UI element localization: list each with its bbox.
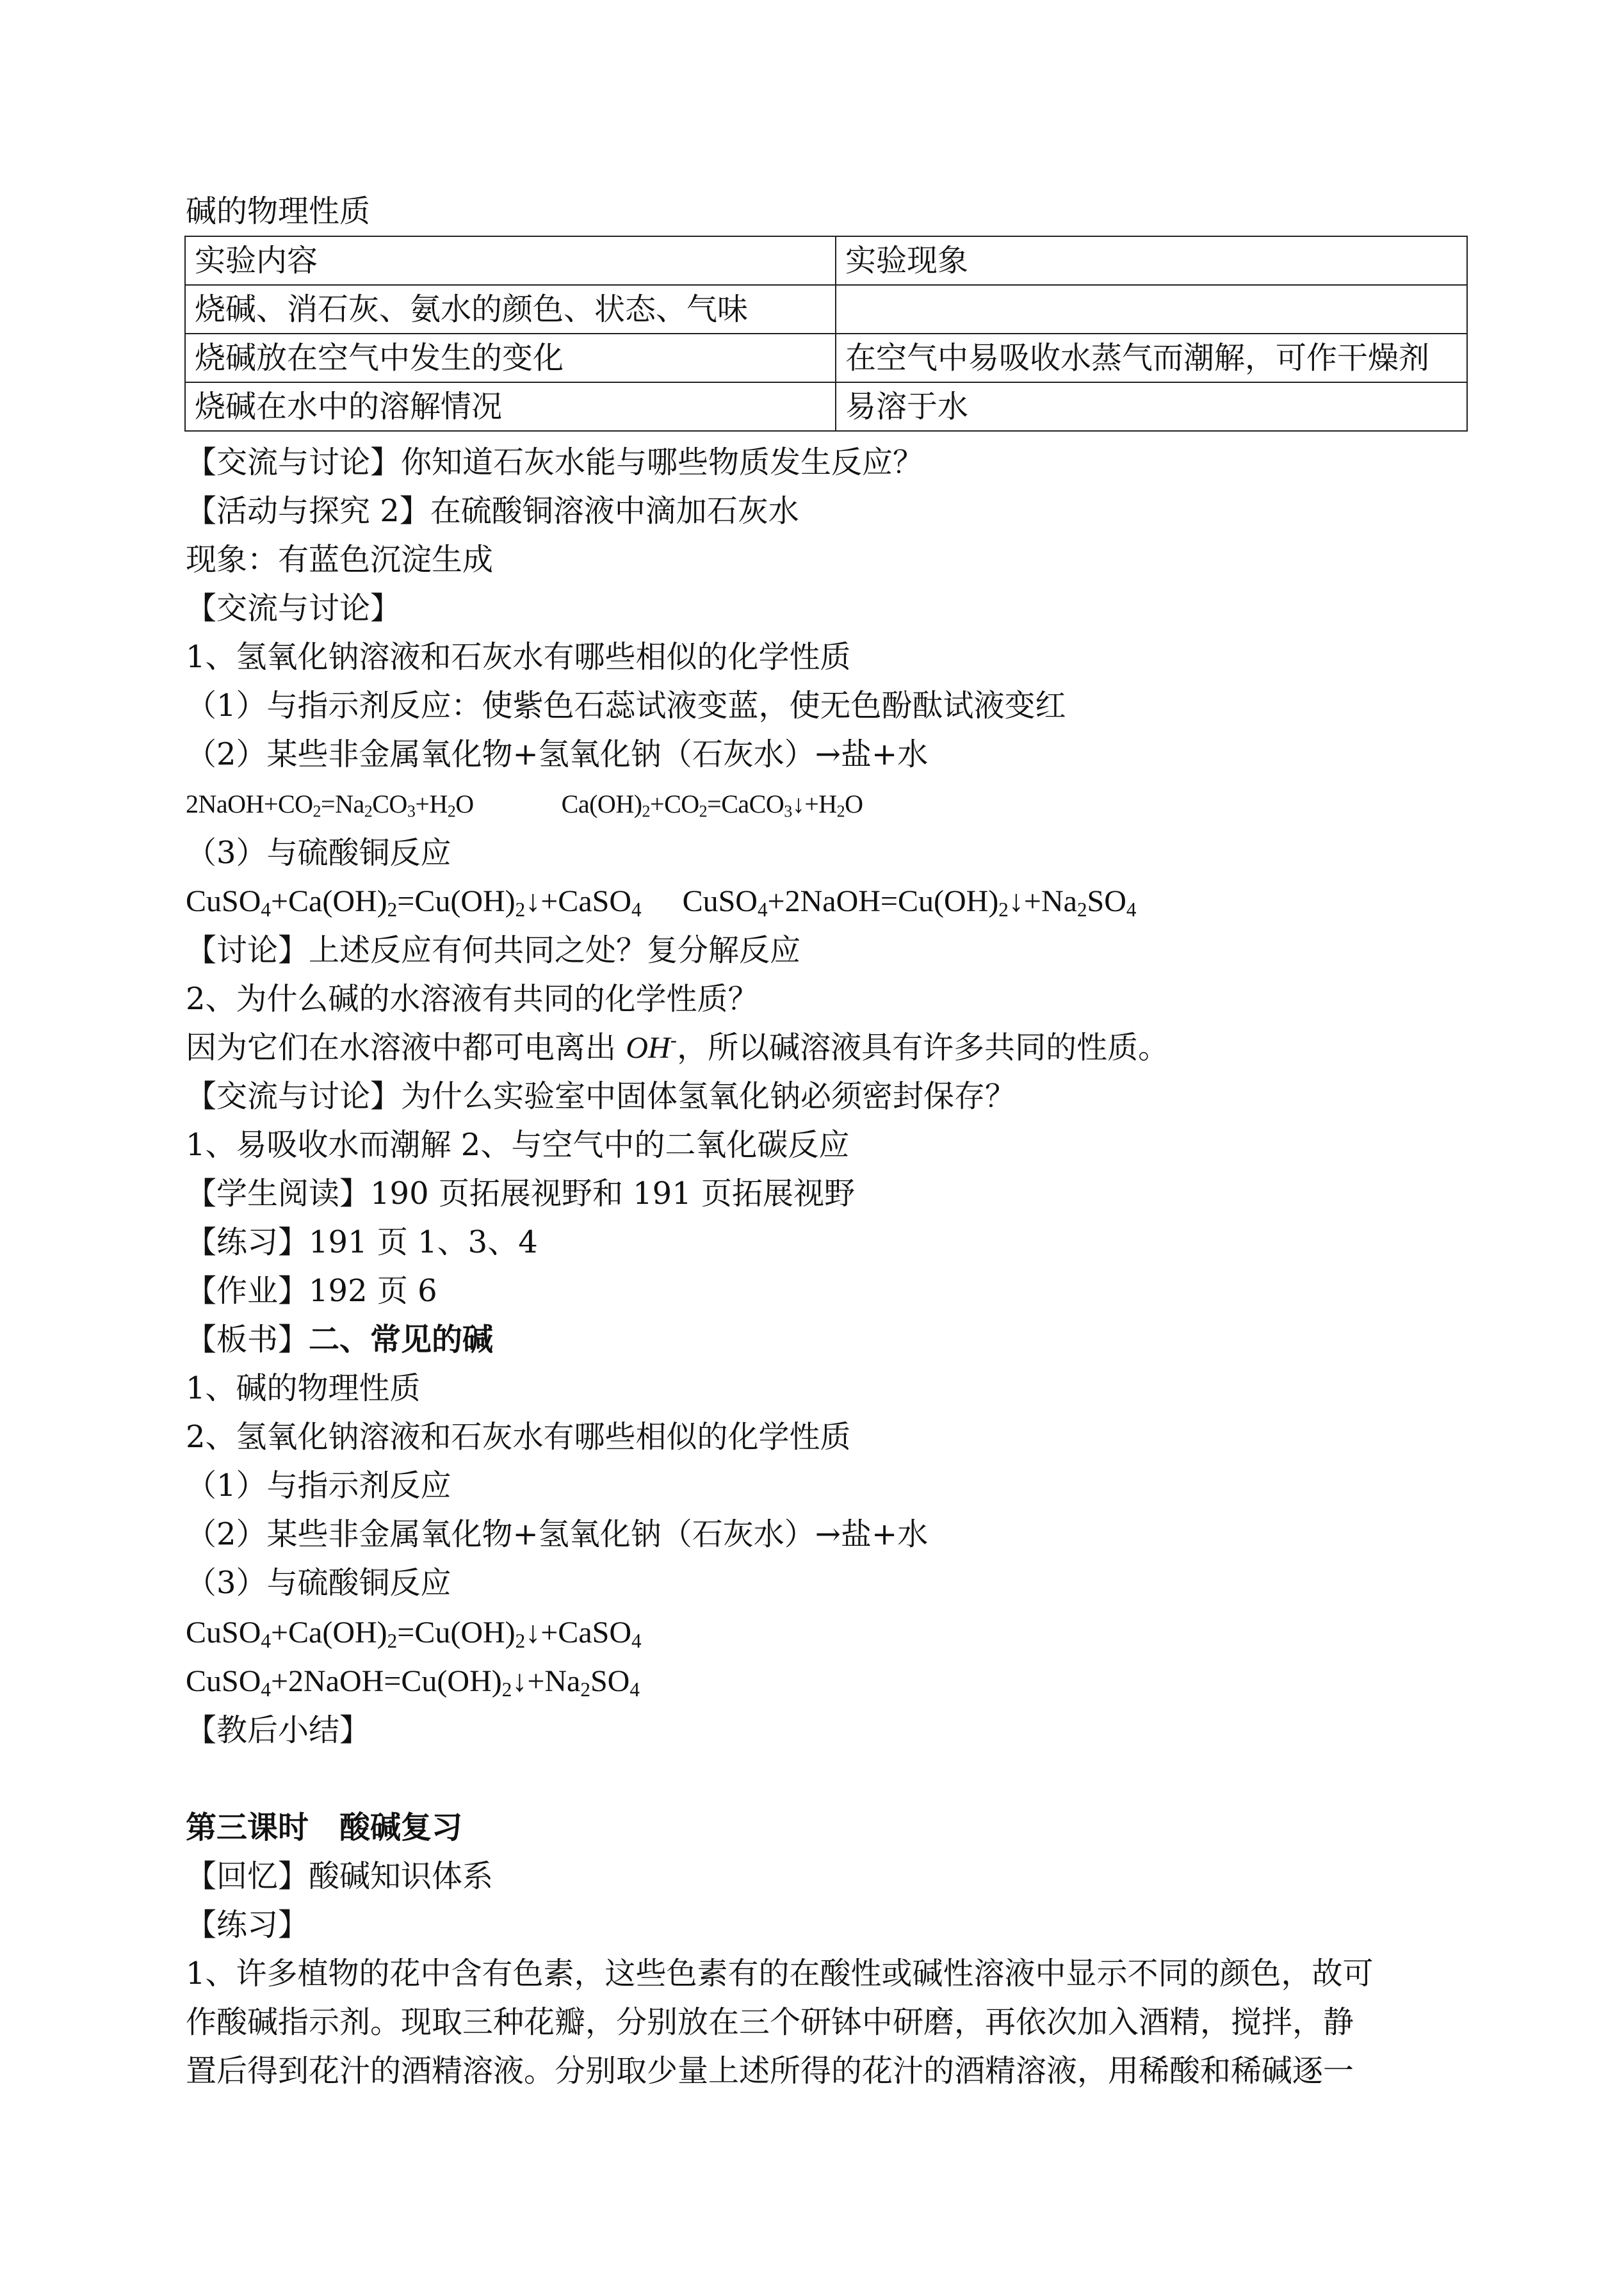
equation-cuso4-naoh [186,1664,640,1701]
subscript: 4 [631,898,642,921]
subscript: 2 [387,898,398,921]
text-line: 作酸碱指示剂。现取三种花瓣，分别放在三个研钵中研磨，再依次加入酒精，搅拌，静 [186,2004,1354,2040]
subscript: 4 [757,898,768,921]
superscript: - [670,1028,678,1052]
text-line: （3）与硫酸铜反应 [186,1565,451,1601]
table-row [185,334,1467,382]
formula-text: 2NaOH+CO [186,790,313,818]
subscript: 2 [515,1629,526,1652]
subscript: 4 [261,898,271,921]
subscript: 2 [699,802,708,821]
subscript: 2 [642,802,651,821]
subscript: 2 [1076,898,1087,921]
lesson-heading: 第三课时 酸碱复习 [186,1810,463,1845]
table-row [185,285,1467,334]
text-line: 现象：有蓝色沉淀生成 [186,542,494,578]
subscript: 2 [447,802,456,821]
text-line: 【教后小结】 [186,1712,371,1748]
formula-text: CuSO [186,1664,261,1698]
text-line: 【交流与讨论】为什么实验室中固体氢氧化钠必须密封保存？ [186,1078,1016,1114]
text-line: 【回忆】酸碱知识体系 [186,1858,494,1894]
subscript: 4 [261,1678,271,1701]
formula-text: CuSO [682,884,758,918]
equation-cuso4-caoh2 [186,1616,642,1650]
subscript: 3 [784,802,792,821]
board-heading: 二、常见的碱 [309,1322,494,1358]
subscript: 4 [629,1678,640,1701]
text-line: （2）某些非金属氧化物+氢氧化钠（石灰水）→盐+水 [186,1516,929,1552]
equation-line [186,884,1136,920]
text-line: 【学生阅读】190 页拓展视野和 191 页拓展视野 [186,1176,856,1212]
text-line: 1、碱的物理性质 [186,1370,421,1406]
text-line: （3）与硫酸铜反应 [186,835,451,871]
formula-text: CO [372,790,407,818]
formula-text: +Ca(OH) [270,1616,387,1650]
equation-cuso4-caoh2 [186,884,642,921]
board-label: 【板书】 [186,1322,309,1358]
equation-caoh2-co2 [561,790,863,821]
text-line: 2、氢氧化钠溶液和石灰水有哪些相似的化学性质 [186,1419,851,1455]
text-line [186,1322,493,1358]
formula-text: =Cu(OH) [397,1616,516,1650]
subscript: 4 [631,1629,642,1652]
table-cell: 在空气中易吸收水蒸气而潮解，可作干燥剂 [836,334,1467,382]
formula-text: ↓+CaSO [525,1616,631,1650]
formula-text: ，所以碱溶液具有许多共同的性质。 [677,1030,1169,1066]
text-line: （1）与指示剂反应 [186,1468,451,1504]
formula-text: =Na [321,790,364,818]
formula-text: =Cu(OH) [397,884,516,918]
text-line: （2）某些非金属氧化物+氢氧化钠（石灰水）→盐+水 [186,736,929,772]
text-line: 置后得到花汁的酒精溶液。分别取少量上述所得的花汁的酒精溶液，用稀酸和稀碱逐一 [186,2053,1354,2089]
subscript: 2 [364,802,373,821]
table-header-cell: 实验现象 [836,236,1467,285]
text-line: 【讨论】上述反应有何共同之处？复分解反应 [186,932,801,968]
formula-text: ↓+Na [1008,884,1077,918]
formula-text: O [455,790,474,818]
text-line: 2、为什么碱的水溶液有共同的化学性质？ [186,981,759,1017]
formula-text: =CaCO [707,790,784,818]
oh-ion-sentence [186,1030,1169,1066]
subscript: 4 [1126,898,1137,921]
equation-line [186,1615,642,1651]
table-cell: 烧碱、消石灰、氨水的颜色、状态、气味 [185,285,836,334]
formula-text: +CO [650,790,699,818]
text-line: 1、许多植物的花中含有色素，这些色素有的在酸性或碱性溶液中显示不同的颜色，故可 [186,1956,1374,1991]
text-line: 【练习】191 页 1、3、4 [186,1224,538,1260]
equation-line [186,786,863,822]
table-cell [836,285,1467,334]
section-heading: 碱的物理性质 [186,193,371,229]
formula-text: +H [415,790,448,818]
subscript: 2 [836,802,845,821]
text-line: 【活动与探究 2】在硫酸铜溶液中滴加石灰水 [186,493,799,529]
table-cell: 易溶于水 [836,382,1467,431]
text-line [186,1030,1169,1066]
formula-text: SO [590,1664,630,1698]
formula-text: CuSO [186,884,261,918]
formula-text: +2NaOH=Cu(OH) [767,884,999,918]
text-line: 【作业】192 页 6 [186,1273,437,1309]
equation-line [186,1664,640,1699]
formula-text: Ca(OH) [561,790,642,818]
subscript: 2 [515,898,526,921]
formula-text: +2NaOH=Cu(OH) [270,1664,502,1698]
subscript: 2 [998,898,1009,921]
text-line: 【交流与讨论】 [186,590,402,626]
subscript: 3 [407,802,416,821]
equation-cuso4-naoh [682,884,1137,921]
formula-text: ↓+H [792,790,837,818]
formula-text: ↓+Na [512,1664,581,1698]
formula-text: CuSO [186,1616,261,1650]
text-line: （1）与指示剂反应：使紫色石蕊试液变蓝，使无色酚酞试液变红 [186,688,1066,724]
formula-text: O [845,790,863,818]
table-header-row [185,236,1467,285]
text-line: 【练习】 [186,1907,309,1943]
subscript: 4 [261,1629,271,1652]
text-line: 1、易吸收水而潮解 2、与空气中的二氧化碳反应 [186,1127,850,1163]
subscript: 2 [387,1629,398,1652]
formula-text: SO [1087,884,1126,918]
equation-naoh-co2 [186,790,474,821]
subscript: 2 [580,1678,590,1701]
formula-text: 因为它们在水溶液中都可电离出 [186,1030,626,1066]
physical-properties-table [184,236,1468,432]
formula-text: ↓+CaSO [525,884,631,918]
formula-text: +Ca(OH) [270,884,387,918]
table-header-cell: 实验内容 [185,236,836,285]
table-row [185,382,1467,431]
table-cell: 烧碱放在空气中发生的变化 [185,334,836,382]
table-cell: 烧碱在水中的溶解情况 [185,382,836,431]
subscript: 2 [501,1678,512,1701]
subscript: 2 [313,802,321,821]
text-line: 【交流与讨论】你知道石灰水能与哪些物质发生反应？ [186,444,924,480]
formula-text: OH [626,1031,670,1065]
text-line: 1、氢氧化钠溶液和石灰水有哪些相似的化学性质 [186,639,851,675]
